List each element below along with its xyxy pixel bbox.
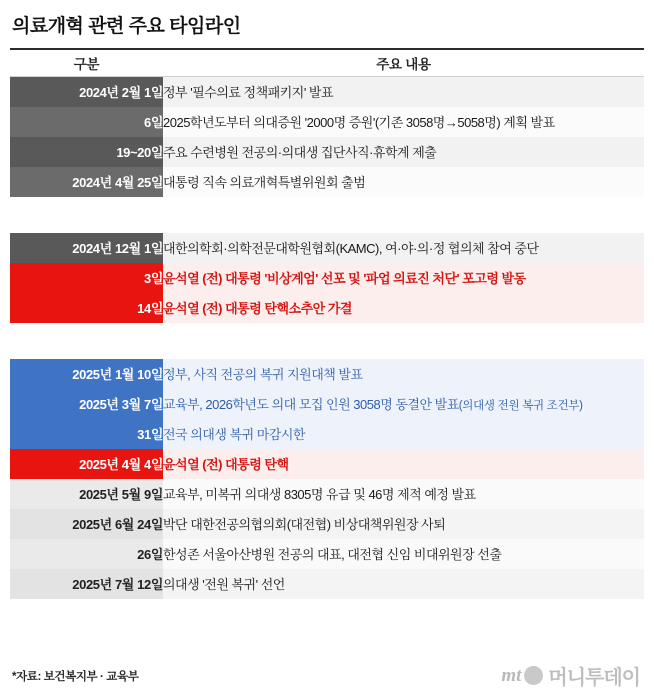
row-desc-text: 교육부, 2026학년도 의대 모집 인원 3058명 동결안 발표 (163, 397, 459, 412)
table-header-row (10, 50, 644, 77)
publisher-logo (501, 661, 640, 690)
row-desc (163, 539, 644, 569)
table-row (10, 419, 644, 449)
table-row (10, 293, 644, 323)
row-date: 6일 (10, 107, 163, 137)
row-date: 2024년 2월 1일 (10, 77, 163, 107)
row-desc (163, 449, 644, 479)
row-desc (163, 509, 644, 539)
logo-name-text: 머니투데이 (548, 667, 640, 689)
logo-mt-text: mt (501, 664, 522, 686)
row-date: 2025년 5월 9일 (10, 479, 163, 509)
logo-circle-icon (524, 666, 543, 685)
row-desc-text: 정부, 사직 전공의 복귀 지원대책 발표 (163, 367, 363, 382)
row-desc-text: 교육부, 미복귀 의대생 8305명 유급 및 46명 제적 예정 발표 (163, 487, 476, 502)
table-row (10, 107, 644, 137)
row-desc-text: 정부 '필수의료 정책패키지' 발표 (163, 85, 334, 101)
table-row (10, 77, 644, 107)
row-date: 2025년 6월 24일 (10, 509, 163, 539)
row-desc-text: 대통령 직속 의료개혁특별위원회 출범 (163, 175, 366, 190)
column-header-desc: 주요 내용 (163, 50, 644, 77)
row-date: 2024년 4월 25일 (10, 167, 163, 197)
row-desc (163, 77, 644, 107)
row-desc-text: 전국 의대생 복귀 마감시한 (163, 427, 305, 442)
row-desc (163, 107, 644, 137)
row-desc-text: 대한의학회·의학전문대학원협회(KAMC), 여·야·의·정 협의체 참여 중단 (163, 241, 539, 256)
column-header-date: 구분 (10, 50, 163, 77)
row-desc (163, 359, 644, 389)
row-desc-text: 의대생 '전원 복귀' 선언 (163, 577, 285, 592)
row-desc (163, 233, 644, 263)
source-note: *자료: 보건복지부 · 교육부 (12, 671, 139, 683)
table-row (10, 569, 644, 599)
row-date: 2025년 3월 7일 (10, 389, 163, 419)
table-row (10, 449, 644, 479)
timeline-body (10, 77, 644, 599)
row-date: 19~20일 (10, 137, 163, 167)
row-desc-note: (의대생 전원 복귀 조건부) (458, 400, 583, 412)
row-date: 2025년 4월 4일 (10, 449, 163, 479)
row-desc-text: 주요 수련병원 전공의·의대생 집단사직·휴학계 제출 (163, 145, 437, 160)
row-desc-text: 2025학년도부터 의대증원 '2000명 증원'(기존 3058명→5058명) 계획 발표 (163, 115, 555, 130)
row-desc (163, 263, 644, 293)
group-gap (10, 215, 644, 233)
table-row (10, 167, 644, 197)
row-desc (163, 419, 644, 449)
row-desc (163, 167, 644, 197)
row-date: 26일 (10, 539, 163, 569)
row-date: 2025년 7월 12일 (10, 569, 163, 599)
row-date: 31일 (10, 419, 163, 449)
row-desc-text: 윤석열 (전) 대통령 탄핵 (163, 457, 289, 472)
row-date: 2024년 12월 1일 (10, 233, 163, 263)
row-desc-text: 윤석열 (전) 대통령 '비상계엄' 선포 및 '파업 의료진 처단' 포고령 발동 (163, 271, 526, 286)
table-row (10, 479, 644, 509)
group-gap (10, 323, 644, 341)
timeline-table (10, 50, 644, 599)
page-title: 의료개혁 관련 주요 타임라인 (12, 16, 241, 37)
table-row (10, 233, 644, 263)
row-desc (163, 389, 644, 419)
group-gap (10, 341, 644, 359)
row-date: 2025년 1월 10일 (10, 359, 163, 389)
table-row (10, 263, 644, 293)
group-gap (10, 197, 644, 215)
row-desc-text: 윤석열 (전) 대통령 탄핵소추안 가결 (163, 301, 352, 316)
row-desc-text: 박단 대한전공의협의회(대전협) 비상대책위원장 사퇴 (163, 517, 446, 532)
table-row (10, 389, 644, 419)
row-date: 14일 (10, 293, 163, 323)
table-row (10, 539, 644, 569)
row-desc-text: 한성존 서울아산병원 전공의 대표, 대전협 신임 비대위원장 선출 (163, 547, 502, 562)
table-row (10, 509, 644, 539)
table-row (10, 359, 644, 389)
row-desc (163, 293, 644, 323)
row-desc (163, 137, 644, 167)
row-date: 3일 (10, 263, 163, 293)
row-desc (163, 569, 644, 599)
row-desc (163, 479, 644, 509)
table-row (10, 137, 644, 167)
